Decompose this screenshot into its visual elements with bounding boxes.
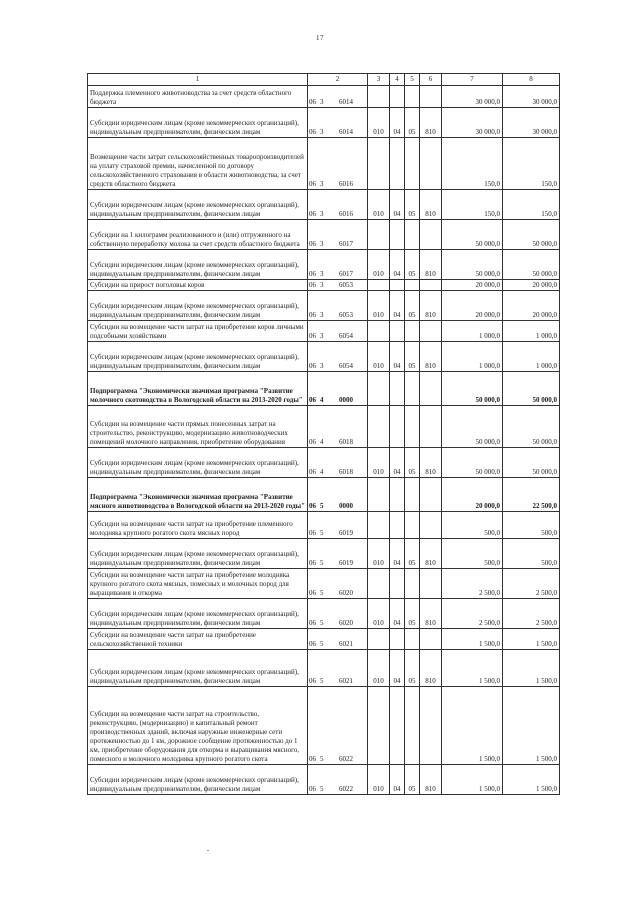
row-amount-8: 50 000,0: [503, 250, 560, 280]
row-col-5: [405, 687, 420, 765]
row-amount-7: 50 000,0: [442, 448, 503, 478]
row-col-5: 05: [405, 448, 420, 478]
row-code-item: 6014: [339, 128, 353, 136]
header-col-2: 2: [308, 74, 368, 86]
row-col-5: [405, 629, 420, 650]
table-row: [88, 539, 560, 569]
row-code-item: 6018: [339, 468, 353, 476]
row-code-subprogram: 5: [320, 677, 324, 685]
header-col-1: 1: [88, 74, 308, 86]
row-amount-7: 1 500,0: [442, 629, 503, 650]
row-code-item: 6017: [339, 240, 353, 248]
row-code-subprogram: 5: [320, 589, 324, 597]
row-code-section: 06: [309, 438, 316, 446]
table-row: [88, 86, 560, 108]
row-code-subprogram: 4: [320, 396, 324, 404]
row-col-6: [420, 372, 442, 406]
row-code: [308, 629, 368, 650]
row-code-subprogram: 3: [320, 332, 324, 340]
row-code-section: 06: [309, 619, 316, 627]
row-col-3: [368, 86, 390, 108]
row-col-3: [368, 687, 390, 765]
row-code: [308, 765, 368, 795]
row-col-6: [420, 569, 442, 599]
row-description: Субсидии юридическим лицам (кроме некоммерческих организаций), индивидуальным предпринимателям, физическим лицам: [88, 448, 308, 478]
table-row: [88, 138, 560, 190]
row-code-subprogram: 5: [320, 502, 324, 510]
row-code: [308, 478, 368, 512]
row-col-6: 810: [420, 599, 442, 629]
row-col-6: 810: [420, 448, 442, 478]
row-col-4: 04: [390, 291, 405, 321]
row-code: [308, 86, 368, 108]
header-col-4: 4: [390, 74, 405, 86]
row-col-6: 810: [420, 650, 442, 687]
row-col-6: 810: [420, 250, 442, 280]
row-code-section: 06: [309, 677, 316, 685]
row-amount-7: 1 500,0: [442, 650, 503, 687]
row-code-item: 6020: [339, 619, 353, 627]
row-code-section: 06: [309, 270, 316, 278]
row-code-section: 06: [309, 240, 316, 248]
row-code: [308, 512, 368, 539]
row-col-3: 010: [368, 190, 390, 220]
row-col-4: [390, 629, 405, 650]
row-amount-7: 30 000,0: [442, 86, 503, 108]
row-amount-7: 30 000,0: [442, 108, 503, 138]
row-description: Субсидии на возмещение части затрат на приобретение молодняка крупного рогатого скота мясных, помесных и молочных пород для выращивания и откорма: [88, 569, 308, 599]
row-amount-8: 1 000,0: [503, 321, 560, 342]
row-amount-8: 50 000,0: [503, 448, 560, 478]
row-amount-7: 20 000,0: [442, 280, 503, 291]
row-code-subprogram: 5: [320, 755, 324, 763]
row-col-5: [405, 372, 420, 406]
row-col-4: [390, 321, 405, 342]
table-row: [88, 478, 560, 512]
row-amount-8: 30 000,0: [503, 108, 560, 138]
budget-table-wrapper: [87, 73, 559, 795]
header-col-5: 5: [405, 74, 420, 86]
row-col-4: 04: [390, 108, 405, 138]
row-col-6: 810: [420, 291, 442, 321]
table-row: [88, 342, 560, 372]
row-col-4: 04: [390, 765, 405, 795]
row-description: Субсидии юридическим лицам (кроме некоммерческих организаций), индивидуальным предпринимателям, физическим лицам: [88, 539, 308, 569]
row-col-5: 05: [405, 765, 420, 795]
row-description: Подпрограмма "Экономически значимая программа "Развитие мясного животноводства в Вологодской области на 2013-2020 годы": [88, 478, 308, 512]
row-code-subprogram: 3: [320, 281, 324, 289]
header-col-8: 8: [503, 74, 560, 86]
row-description: Субсидии юридическим лицам (кроме некоммерческих организаций), индивидуальным предпринимателям, физическим лицам: [88, 108, 308, 138]
row-code-section: 06: [309, 755, 316, 763]
row-code-section: 06: [309, 128, 316, 136]
header-col-3: 3: [368, 74, 390, 86]
row-col-4: [390, 512, 405, 539]
row-code-section: 06: [309, 332, 316, 340]
row-amount-7: 20 000,0: [442, 478, 503, 512]
row-amount-7: 50 000,0: [442, 220, 503, 250]
row-col-3: 010: [368, 765, 390, 795]
row-amount-7: 50 000,0: [442, 372, 503, 406]
row-code-subprogram: 5: [320, 785, 324, 793]
row-amount-7: 1 500,0: [442, 687, 503, 765]
row-col-5: 05: [405, 108, 420, 138]
row-code: [308, 569, 368, 599]
row-code: [308, 108, 368, 138]
table-row: [88, 569, 560, 599]
row-col-6: [420, 629, 442, 650]
row-col-5: [405, 512, 420, 539]
row-code-item: 6017: [339, 270, 353, 278]
row-amount-7: 1 000,0: [442, 342, 503, 372]
table-row: [88, 406, 560, 448]
row-code: [308, 687, 368, 765]
table-row: [88, 629, 560, 650]
row-code-subprogram: 3: [320, 240, 324, 248]
row-description: Субсидии юридическим лицам (кроме некоммерческих организаций), индивидуальным предпринимателям, физическим лицам: [88, 190, 308, 220]
scan-mark: [207, 850, 209, 851]
row-col-6: 810: [420, 765, 442, 795]
row-amount-8: 500,0: [503, 539, 560, 569]
row-code-item: 6018: [339, 438, 353, 446]
row-col-5: 05: [405, 650, 420, 687]
row-col-3: 010: [368, 342, 390, 372]
row-amount-8: 50 000,0: [503, 220, 560, 250]
row-code-subprogram: 3: [320, 180, 324, 188]
row-col-5: [405, 406, 420, 448]
row-col-3: 010: [368, 599, 390, 629]
row-description: Субсидии на 1 килограмм реализованного и (или) отгруженного на собственную переработку молока за счет средств областного бюджета: [88, 220, 308, 250]
table-body: [88, 74, 560, 795]
row-code: [308, 291, 368, 321]
row-col-6: 810: [420, 190, 442, 220]
row-col-6: 810: [420, 539, 442, 569]
row-amount-7: 1 000,0: [442, 321, 503, 342]
row-code-subprogram: 3: [320, 128, 324, 136]
row-code: [308, 190, 368, 220]
row-code-section: 06: [309, 529, 316, 537]
row-code-item: 6054: [339, 332, 353, 340]
table-row: [88, 372, 560, 406]
row-code-section: 06: [309, 396, 316, 404]
row-code: [308, 321, 368, 342]
row-description: Субсидии на возмещение части затрат на приобретение сельскохозяйственной техники: [88, 629, 308, 650]
table-row: [88, 448, 560, 478]
row-code: [308, 539, 368, 569]
row-col-4: 04: [390, 448, 405, 478]
row-col-6: [420, 478, 442, 512]
table-row: [88, 280, 560, 291]
row-col-5: [405, 478, 420, 512]
row-code-section: 06: [309, 311, 316, 319]
row-amount-7: 50 000,0: [442, 250, 503, 280]
table-row: [88, 291, 560, 321]
row-code-item: 0000: [339, 502, 353, 510]
row-col-3: 010: [368, 539, 390, 569]
row-col-6: 810: [420, 108, 442, 138]
row-code-item: 6021: [339, 677, 353, 685]
row-amount-8: 1 500,0: [503, 687, 560, 765]
row-col-4: 04: [390, 599, 405, 629]
row-code-section: 06: [309, 180, 316, 188]
row-code: [308, 342, 368, 372]
row-amount-8: 1 500,0: [503, 650, 560, 687]
row-description: Субсидии юридическим лицам (кроме некоммерческих организаций), индивидуальным предпринимателям, физическим лицам: [88, 599, 308, 629]
row-col-5: 05: [405, 599, 420, 629]
row-amount-8: 20 000,0: [503, 280, 560, 291]
row-code: [308, 220, 368, 250]
row-code-subprogram: 5: [320, 529, 324, 537]
row-description: Субсидии на прирост поголовья коров: [88, 280, 308, 291]
row-description: Поддержка племенного животноводства за счет средств областного бюджета: [88, 86, 308, 108]
row-code-item: 6053: [339, 281, 353, 289]
row-amount-7: 500,0: [442, 512, 503, 539]
row-description: Возмещение части затрат сельскохозяйственных товаропроизводителей на уплату страховой премии, начисленной по договору сельскохозяйственного страхования в области животноводства, за счет средств областного бюджета: [88, 138, 308, 190]
row-code-item: 6021: [339, 640, 353, 648]
row-description: Субсидии юридическим лицам (кроме некоммерческих организаций), индивидуальным предпринимателям, физическим лицам: [88, 342, 308, 372]
row-col-3: 010: [368, 650, 390, 687]
row-code-item: 6016: [339, 180, 353, 188]
row-code-section: 06: [309, 468, 316, 476]
row-code: [308, 250, 368, 280]
row-code-subprogram: 5: [320, 559, 324, 567]
row-col-3: [368, 478, 390, 512]
row-code: [308, 372, 368, 406]
row-amount-7: 2 500,0: [442, 569, 503, 599]
row-code-item: 6016: [339, 210, 353, 218]
row-amount-8: 150,0: [503, 138, 560, 190]
table-row: [88, 190, 560, 220]
row-code-section: 06: [309, 98, 316, 106]
row-code-section: 06: [309, 281, 316, 289]
table-row: [88, 321, 560, 342]
row-col-4: [390, 86, 405, 108]
row-amount-8: 50 000,0: [503, 406, 560, 448]
row-col-4: [390, 138, 405, 190]
row-code-item: 6019: [339, 529, 353, 537]
row-col-6: [420, 321, 442, 342]
row-col-6: [420, 406, 442, 448]
row-col-6: [420, 512, 442, 539]
budget-table: [87, 73, 560, 795]
table-row: [88, 765, 560, 795]
row-col-3: 010: [368, 108, 390, 138]
row-code-item: 6014: [339, 98, 353, 106]
row-col-3: [368, 220, 390, 250]
table-row: [88, 220, 560, 250]
row-amount-7: 500,0: [442, 539, 503, 569]
row-col-4: [390, 478, 405, 512]
row-description: Субсидии юридическим лицам (кроме некоммерческих организаций), индивидуальным предпринимателям, физическим лицам: [88, 765, 308, 795]
row-code-subprogram: 3: [320, 210, 324, 218]
row-code: [308, 650, 368, 687]
row-col-3: [368, 138, 390, 190]
row-code-section: 06: [309, 502, 316, 510]
row-code-section: 06: [309, 559, 316, 567]
row-amount-8: 20 000,0: [503, 291, 560, 321]
row-amount-8: 2 500,0: [503, 569, 560, 599]
row-col-4: [390, 280, 405, 291]
row-col-3: [368, 629, 390, 650]
row-col-6: [420, 220, 442, 250]
row-col-5: [405, 280, 420, 291]
row-code-item: 6019: [339, 559, 353, 567]
row-amount-8: 1 500,0: [503, 629, 560, 650]
row-code: [308, 138, 368, 190]
row-col-5: [405, 138, 420, 190]
row-amount-8: 22 500,0: [503, 478, 560, 512]
row-amount-7: 20 000,0: [442, 291, 503, 321]
row-col-4: 04: [390, 342, 405, 372]
row-amount-7: 2 500,0: [442, 599, 503, 629]
row-code-item: 6022: [339, 755, 353, 763]
row-amount-8: 1 000,0: [503, 342, 560, 372]
row-amount-7: 1 500,0: [442, 765, 503, 795]
row-code-item: 6054: [339, 362, 353, 370]
table-row: [88, 108, 560, 138]
row-code: [308, 280, 368, 291]
row-amount-7: 150,0: [442, 138, 503, 190]
row-code: [308, 406, 368, 448]
header-col-6: 6: [420, 74, 442, 86]
row-code-subprogram: 3: [320, 270, 324, 278]
row-col-5: 05: [405, 342, 420, 372]
row-code-subprogram: 3: [320, 98, 324, 106]
row-amount-7: 50 000,0: [442, 406, 503, 448]
row-col-6: 810: [420, 342, 442, 372]
row-code-item: 6053: [339, 311, 353, 319]
row-col-4: 04: [390, 650, 405, 687]
row-col-3: [368, 280, 390, 291]
row-amount-8: 500,0: [503, 512, 560, 539]
header-row: [88, 74, 560, 86]
row-description: Субсидии на возмещение части прямых понесенных затрат на строительство, реконструкцию, модернизацию животноводческих помещений молочного направления, приобретение оборудования: [88, 406, 308, 448]
table-row: [88, 512, 560, 539]
row-col-5: 05: [405, 291, 420, 321]
row-col-3: [368, 569, 390, 599]
row-col-3: [368, 372, 390, 406]
row-description: Подпрограмма "Экономически значимая программа "Развитие молочного скотоводства в Вологодской области на 2013-2020 годы": [88, 372, 308, 406]
row-description: Субсидии юридическим лицам (кроме некоммерческих организаций), индивидуальным предпринимателям, физическим лицам: [88, 291, 308, 321]
row-code-subprogram: 3: [320, 311, 324, 319]
row-description: Субсидии на возмещение части затрат на строительство, реконструкцию, (модернизацию) и капитальный ремонт производственных зданий, включая наружные инженерные сети протяженностью до 1 км, дорожное сообщение протяженностью до 1 км, приобретение оборудования для откорма и выращивания мясного, помесного и молочного молодняка крупного рогатого скота: [88, 687, 308, 765]
row-col-6: [420, 138, 442, 190]
row-col-6: [420, 86, 442, 108]
row-amount-8: 2 500,0: [503, 599, 560, 629]
row-code-subprogram: 4: [320, 438, 324, 446]
row-amount-8: 150,0: [503, 190, 560, 220]
row-col-3: [368, 406, 390, 448]
row-code-section: 06: [309, 640, 316, 648]
row-code-section: 06: [309, 589, 316, 597]
row-col-3: 010: [368, 448, 390, 478]
row-code: [308, 599, 368, 629]
row-code-subprogram: 4: [320, 468, 324, 476]
row-amount-8: 50 000,0: [503, 372, 560, 406]
row-col-4: [390, 569, 405, 599]
row-code-subprogram: 5: [320, 619, 324, 627]
table-row: [88, 599, 560, 629]
row-amount-8: 1 500,0: [503, 765, 560, 795]
table-row: [88, 250, 560, 280]
row-code-item: 0000: [339, 396, 353, 404]
row-col-5: [405, 86, 420, 108]
row-code-section: 06: [309, 362, 316, 370]
row-col-3: 010: [368, 291, 390, 321]
row-col-3: [368, 512, 390, 539]
row-code: [308, 448, 368, 478]
page-number: 17: [316, 34, 324, 42]
row-col-4: 04: [390, 539, 405, 569]
row-code-subprogram: 5: [320, 640, 324, 648]
table-row: [88, 687, 560, 765]
row-code-subprogram: 3: [320, 362, 324, 370]
row-col-5: [405, 220, 420, 250]
row-col-5: [405, 569, 420, 599]
row-col-4: [390, 220, 405, 250]
row-description: Субсидии на возмещение части затрат на приобретение племенного молодняка крупного рогатого скота мясных пород: [88, 512, 308, 539]
row-col-6: [420, 280, 442, 291]
row-amount-8: 30 000,0: [503, 86, 560, 108]
row-col-4: 04: [390, 190, 405, 220]
row-code-item: 6020: [339, 589, 353, 597]
row-description: Субсидии юридическим лицам (кроме некоммерческих организаций), индивидуальным предпринимателям, физическим лицам: [88, 650, 308, 687]
row-col-5: 05: [405, 190, 420, 220]
row-col-3: 010: [368, 250, 390, 280]
row-col-5: 05: [405, 250, 420, 280]
row-code-section: 06: [309, 785, 316, 793]
header-col-7: 7: [442, 74, 503, 86]
row-col-5: [405, 321, 420, 342]
row-col-6: [420, 687, 442, 765]
row-amount-7: 150,0: [442, 190, 503, 220]
row-col-3: [368, 321, 390, 342]
row-col-4: 04: [390, 250, 405, 280]
row-code-item: 6022: [339, 785, 353, 793]
row-col-4: [390, 372, 405, 406]
row-col-4: [390, 687, 405, 765]
row-col-5: 05: [405, 539, 420, 569]
table-row: [88, 650, 560, 687]
row-description: Субсидии юридическим лицам (кроме некоммерческих организаций), индивидуальным предпринимателям, физическим лицам: [88, 250, 308, 280]
row-col-4: [390, 406, 405, 448]
row-code-section: 06: [309, 210, 316, 218]
row-description: Субсидии на возмещение части затрат на приобретение коров личными подсобными хозяйствами: [88, 321, 308, 342]
